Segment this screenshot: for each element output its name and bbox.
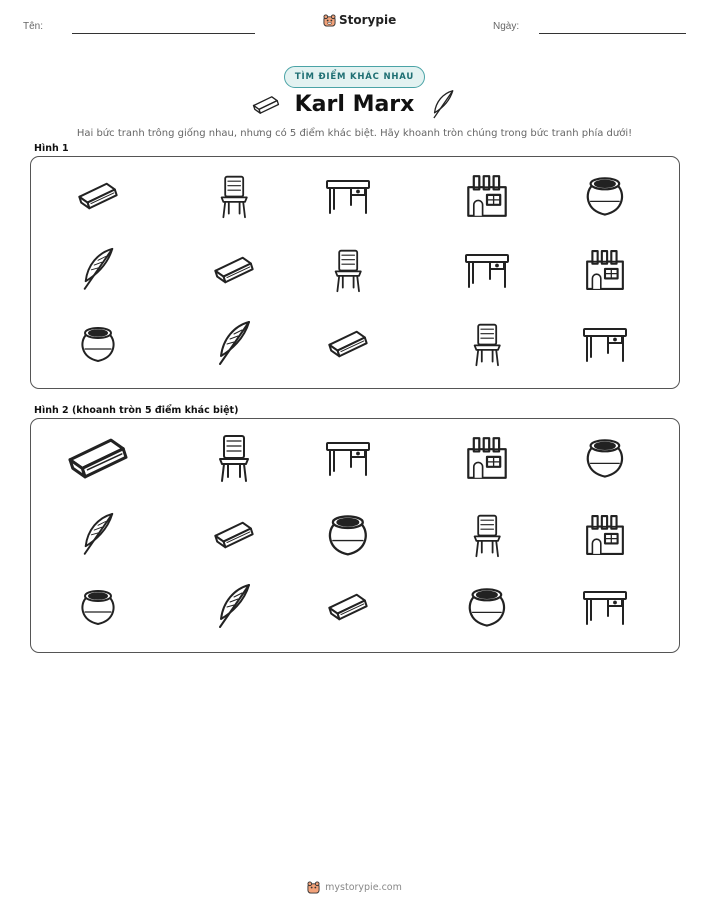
pot-icon[interactable] bbox=[326, 513, 370, 557]
factory-icon[interactable] bbox=[465, 174, 509, 218]
book-drawing bbox=[326, 329, 370, 359]
pot-drawing bbox=[466, 586, 508, 628]
pot-icon[interactable] bbox=[79, 325, 117, 363]
book-icon[interactable] bbox=[76, 181, 120, 211]
pot-icon[interactable] bbox=[584, 175, 626, 217]
factory-drawing bbox=[465, 436, 509, 480]
desk-icon[interactable] bbox=[582, 586, 628, 628]
factory-drawing bbox=[584, 249, 626, 291]
book-icon[interactable] bbox=[326, 329, 370, 359]
desk-drawing bbox=[582, 323, 628, 365]
chair-icon[interactable] bbox=[332, 248, 364, 293]
book-icon[interactable] bbox=[65, 436, 131, 481]
factory-drawing bbox=[465, 174, 509, 218]
chair-drawing bbox=[471, 322, 503, 367]
book-drawing bbox=[212, 520, 256, 550]
desk-icon[interactable] bbox=[325, 175, 371, 217]
book-drawing bbox=[212, 255, 256, 285]
desk-icon[interactable] bbox=[325, 437, 371, 479]
instructions: Hai bức tranh trông giống nhau, nhưng có 5 điểm khác biệt. Hãy khoanh tròn chúng trong bức tranh phía dưới! bbox=[76, 128, 633, 139]
book-icon[interactable] bbox=[212, 255, 256, 285]
chair-icon[interactable] bbox=[218, 174, 250, 219]
desk-drawing bbox=[325, 175, 371, 217]
pot-icon[interactable] bbox=[584, 437, 626, 479]
pot-drawing bbox=[326, 513, 370, 557]
storypie-mascot-icon bbox=[323, 14, 336, 27]
activity-badge: TÌM ĐIỂM KHÁC NHAU bbox=[284, 66, 425, 88]
section2-label: Hình 2 (khoanh tròn 5 điểm khác biệt) bbox=[34, 405, 239, 416]
brand-name: Storypie bbox=[339, 13, 397, 27]
chair-drawing bbox=[332, 248, 364, 293]
book-drawing bbox=[326, 592, 370, 622]
footer-url[interactable]: mystorypie.com bbox=[325, 882, 402, 893]
pot-drawing bbox=[79, 588, 117, 626]
book-drawing bbox=[76, 181, 120, 211]
desk-icon[interactable] bbox=[582, 323, 628, 365]
desk-drawing bbox=[325, 437, 371, 479]
chair-drawing bbox=[218, 174, 250, 219]
page-title: Karl Marx bbox=[294, 92, 415, 117]
quill-drawing bbox=[79, 512, 117, 558]
quill-drawing bbox=[214, 320, 254, 368]
section1-label: Hình 1 bbox=[34, 143, 69, 154]
quill-icon[interactable] bbox=[79, 247, 117, 293]
factory-icon[interactable] bbox=[584, 249, 626, 291]
chair-icon[interactable] bbox=[471, 513, 503, 558]
desk-drawing bbox=[582, 586, 628, 628]
book-drawing bbox=[65, 436, 131, 481]
chair-icon[interactable] bbox=[216, 433, 252, 483]
factory-icon[interactable] bbox=[465, 436, 509, 480]
date-line[interactable] bbox=[539, 33, 686, 34]
factory-drawing bbox=[584, 514, 626, 556]
book-icon[interactable] bbox=[326, 592, 370, 622]
desk-icon[interactable] bbox=[464, 249, 510, 291]
quill-icon bbox=[430, 89, 456, 121]
storypie-mascot-icon bbox=[307, 881, 320, 894]
quill-icon[interactable] bbox=[214, 583, 254, 631]
chair-icon[interactable] bbox=[471, 322, 503, 367]
factory-icon[interactable] bbox=[584, 514, 626, 556]
footer bbox=[0, 881, 709, 894]
date-label: Ngày: bbox=[493, 21, 520, 32]
pot-drawing bbox=[79, 325, 117, 363]
pot-icon[interactable] bbox=[79, 588, 117, 626]
chair-drawing bbox=[216, 433, 252, 483]
book-icon[interactable] bbox=[212, 520, 256, 550]
storypie-logo bbox=[323, 13, 396, 27]
desk-drawing bbox=[464, 249, 510, 291]
chair-drawing bbox=[471, 513, 503, 558]
quill-drawing bbox=[79, 247, 117, 293]
quill-drawing bbox=[214, 583, 254, 631]
name-label: Tên: bbox=[23, 21, 44, 32]
pot-icon[interactable] bbox=[466, 586, 508, 628]
name-line[interactable] bbox=[72, 33, 255, 34]
pot-drawing bbox=[584, 437, 626, 479]
quill-icon[interactable] bbox=[214, 320, 254, 368]
pot-drawing bbox=[584, 175, 626, 217]
quill-icon[interactable] bbox=[79, 512, 117, 558]
